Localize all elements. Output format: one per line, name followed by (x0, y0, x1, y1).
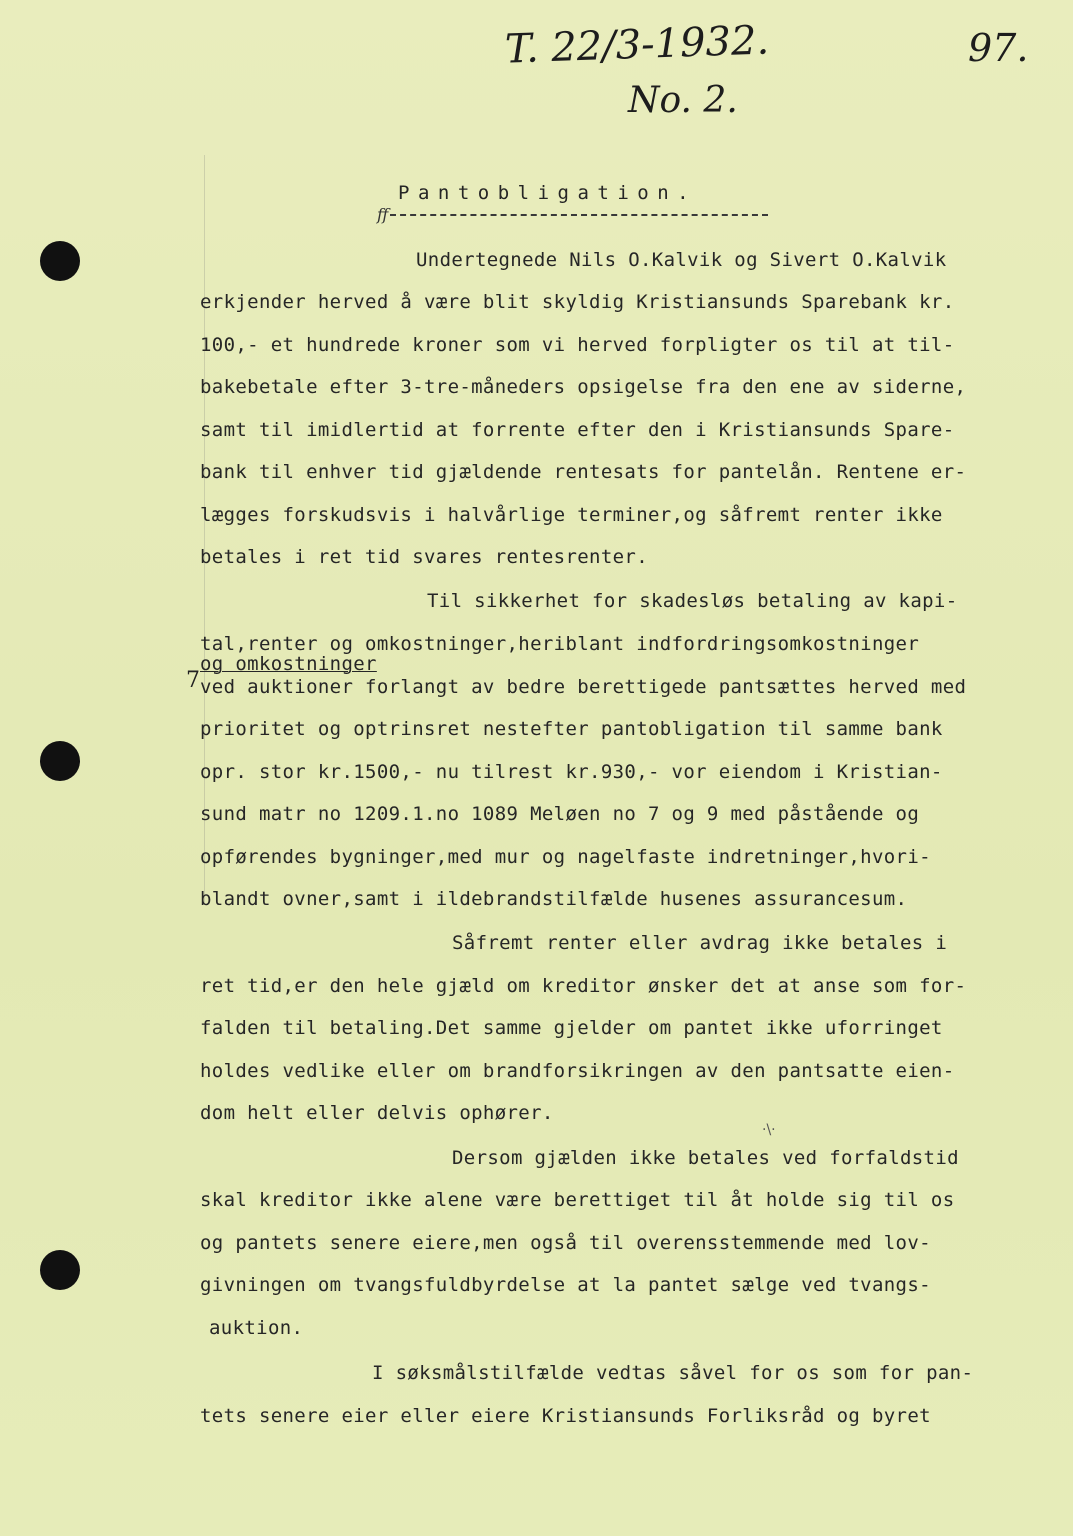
handwritten-tick: ff (377, 205, 389, 224)
text-line: opr. stor kr.1500,- nu tilrest kr.930,- vor eiendom i Kristian- (200, 761, 943, 783)
text-line: sund matr no 1209.1.no 1089 Meløen no 7 og 9 med påstående og (200, 803, 920, 825)
margin-rule (204, 155, 205, 905)
text-line: falden til betaling.Det samme gjelder om pantet ikke uforringet (200, 1017, 943, 1039)
text-line: lægges forskudsvis i halvårlige terminer,og såfremt renter ikke (200, 504, 943, 526)
text-line: tal,renter og omkostninger,heriblant indfordringsomkostninger (200, 633, 920, 655)
text-line: betales i ret tid svares rentesrenter. (200, 546, 648, 568)
text-line: 100,- et hundrede kroner som vi herved forpligter os til at til- (200, 334, 955, 356)
text-line: og pantets senere eiere,men også til overensstemmende med lov- (200, 1232, 931, 1254)
text-line: Dersom gjælden ikke betales ved forfaldstid (452, 1147, 959, 1169)
text-line: samt til imidlertid at forrente efter den i Kristiansunds Spare- (200, 419, 955, 441)
page-number: 97. (968, 26, 1029, 70)
punch-hole (40, 741, 80, 781)
text-line: bakebetale efter 3-tre-måneders opsigelse fra den ene av siderne, (200, 376, 967, 398)
text-line: bank til enhver tid gjældende rentesats for pantelån. Rentene er- (200, 461, 967, 483)
text-line: auktion. (209, 1317, 304, 1339)
inserted-text-line: og omkostninger (200, 653, 377, 675)
title-underline (390, 214, 768, 216)
text-line: I søksmålstilfælde vedtas såvel for os som for pan- (372, 1362, 974, 1384)
punch-hole (40, 241, 80, 281)
text-line: dom helt eller delvis ophører. (200, 1102, 554, 1124)
text-line: erkjender herved å være blit skyldig Kristiansunds Sparebank kr. (200, 291, 955, 313)
punch-hole (40, 1250, 80, 1290)
text-line: tets senere eier eller eiere Kristiansunds Forliksråd og byret (200, 1405, 931, 1427)
text-line: ved auktioner forlangt av bedre berettigede pantsættes herved med (200, 676, 967, 698)
ink-speck: ·\· (762, 1122, 776, 1138)
document-title: Pantobligation. (398, 182, 698, 204)
text-line: givningen om tvangsfuldbyrdelse at la pantet sælge ved tvangs- (200, 1274, 931, 1296)
text-line: prioritet og optrinsret nestefter pantobligation til samme bank (200, 718, 943, 740)
text-line: Undertegnede Nils O.Kalvik og Sivert O.Kalvik (416, 249, 947, 271)
text-line: ret tid,er den hele gjæld om kreditor ønsker det at anse som for- (200, 975, 967, 997)
text-line: blandt ovner,samt i ildebrandstilfælde husenes assurancesum. (200, 888, 908, 910)
handwritten-date: T. 22/3-1932. (504, 17, 770, 73)
text-line: Til sikkerhet for skadesløs betaling av kapi- (427, 590, 958, 612)
insertion-mark: 7 (186, 668, 200, 693)
handwritten-number: No. 2. (628, 80, 738, 121)
text-line: holdes vedlike eller om brandforsikringen av den pantsatte eien- (200, 1060, 955, 1082)
text-line: skal kreditor ikke alene være berettiget til åt holde sig til os (200, 1189, 955, 1211)
text-line: opførendes bygninger,med mur og nagelfaste indretninger,hvori- (200, 846, 931, 868)
text-line: Såfremt renter eller avdrag ikke betales i (452, 932, 948, 954)
